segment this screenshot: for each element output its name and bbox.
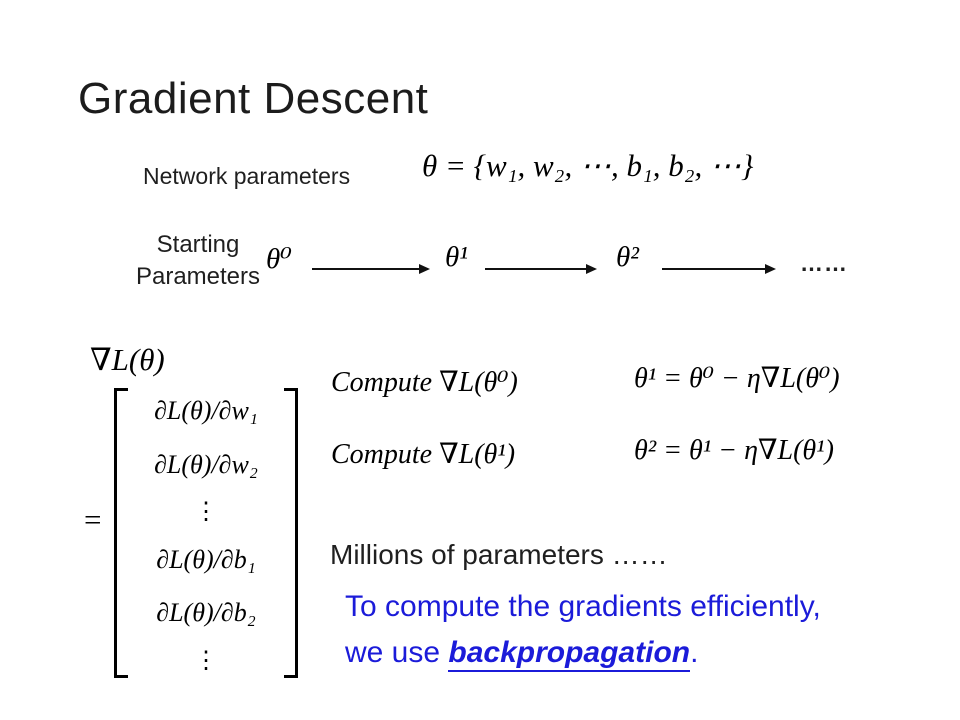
vector-row-db2: ∂L(θ)/∂b₂ (156, 598, 256, 628)
arrow-right-icon (485, 268, 595, 270)
vector-row-dw1: ∂L(θ)/∂w₁ (154, 396, 258, 425)
equals-sign: = (84, 502, 102, 537)
update-equation-1: θ² = θ¹ − η∇L(θ¹) (634, 435, 834, 466)
gradient-vector (114, 388, 298, 678)
arrow-right-icon (312, 268, 428, 270)
note-prefix: we use (345, 636, 449, 669)
sequence-ellipsis: …… (800, 250, 848, 276)
vertical-dots: ⋮ (194, 499, 218, 526)
slide-title: Gradient Descent (78, 74, 429, 123)
network-parameters-label: Network parameters (143, 163, 351, 189)
vector-row-db1: ∂L(θ)/∂b₁ (156, 544, 256, 574)
arrow-right-icon (662, 268, 774, 270)
theta-2: θ² (616, 241, 639, 273)
millions-of-parameters-text: Millions of parameters …… (330, 539, 668, 570)
backpropagation-note (345, 584, 945, 676)
gradient-label: ∇L(θ) (90, 342, 165, 377)
theta-0: θ⁰ (266, 243, 292, 275)
vertical-dots: ⋮ (194, 647, 218, 674)
note-suffix: . (690, 636, 699, 669)
theta-1: θ¹ (445, 241, 468, 273)
gradient-vector-rows (125, 388, 287, 678)
backpropagation-keyword: backpropagation (448, 636, 690, 672)
vector-row-dw2: ∂L(θ)/∂w₂ (154, 449, 258, 479)
update-equation-0: θ¹ = θ⁰ − η∇L(θ⁰) (634, 363, 840, 394)
starting-parameters-line2: Parameters (135, 263, 261, 290)
network-parameters-equation: θ = {w₁, w₂, ⋯, b₁, b₂, ⋯} (422, 148, 754, 183)
compute-step-0: Compute ∇L(θ⁰) (331, 367, 518, 398)
compute-step-1: Compute ∇L(θ¹) (331, 439, 516, 470)
starting-parameters-line1: Starting (156, 231, 240, 258)
note-line1: To compute the gradients efficiently, (345, 590, 821, 623)
